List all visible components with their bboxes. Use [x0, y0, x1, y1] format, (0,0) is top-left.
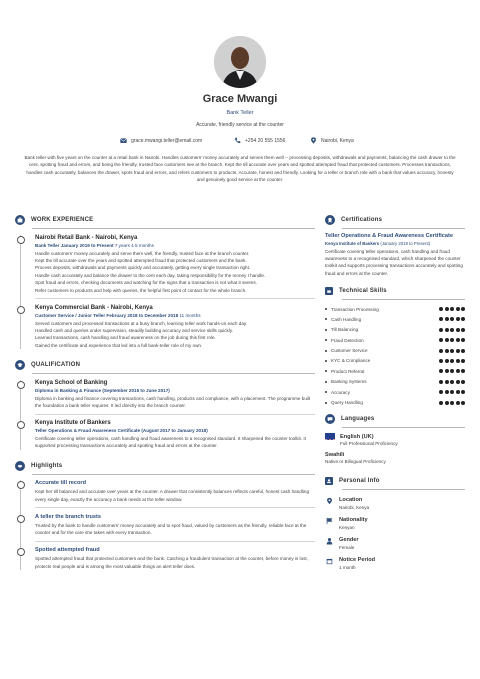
qualification-item	[35, 420, 315, 450]
institution-name: Kenya School of Banking	[35, 379, 108, 386]
qualification-description: Certificate covering teller operations, cash handling and fraud awareness to a recognised standard. It sharpened the counter toolkit. It supported processing transactions accurately and spotting fraud and errors at the counter.	[35, 436, 306, 449]
skill-name: Fraud Detection	[325, 338, 364, 343]
certification-title: Teller Operations & Fraud Awareness Certificate	[325, 232, 453, 239]
rating-dot	[439, 359, 443, 363]
duty-line: Process deposits, withdrawals and payments quickly and accurately, getting every single transaction right.	[35, 265, 251, 271]
skill-row	[325, 345, 465, 355]
section-divider	[342, 489, 465, 490]
experience-item	[35, 235, 315, 299]
skill-row	[325, 304, 465, 314]
calendar-icon	[325, 557, 333, 565]
item-divider	[35, 298, 315, 299]
rating-dot	[439, 390, 443, 394]
qualification-section-title: QUALIFICATION	[31, 362, 81, 369]
skill-row	[325, 387, 465, 397]
language-name: English (UK)	[340, 433, 374, 440]
rating-dot	[450, 307, 454, 311]
briefcase-icon	[15, 215, 25, 225]
duty-line: Refer customers to products and help with queries, the helpful first point of contact for the whole branch.	[35, 287, 247, 293]
rating-dot	[445, 328, 449, 332]
rating-dot	[439, 328, 443, 332]
section-divider	[32, 228, 315, 229]
candidate-name: Grace Mwangi	[202, 93, 278, 105]
rating-dot	[456, 359, 460, 363]
rating-dot	[439, 317, 443, 321]
personal-value: Nairobi, Kenya	[339, 504, 370, 510]
experience-timeline	[20, 235, 315, 350]
personal-value: 1 month	[339, 564, 356, 570]
personal-section-title: Personal Info	[339, 478, 380, 485]
skill-rating	[439, 369, 465, 373]
skill-row	[325, 397, 465, 407]
item-divider	[35, 414, 315, 415]
rating-dot	[456, 390, 460, 394]
person-icon	[325, 537, 333, 545]
duty-line: Handled cash and queries under supervision, steadily building accuracy and service skills quickly.	[35, 327, 234, 333]
skill-name: Query Handling	[325, 400, 363, 405]
language-level: Native or Bilingual Proficiency	[325, 459, 386, 465]
rating-dot	[445, 390, 449, 394]
skill-name: Cash Handling	[325, 317, 361, 322]
rating-dot	[439, 349, 443, 353]
skill-rating	[439, 380, 465, 384]
certification-issuer: Kenya Institute of Bankers (January 2018 to Present)	[325, 240, 431, 246]
personal-info-item	[325, 497, 465, 510]
candidate-tagline: Accurate, friendly service at the counter	[196, 122, 284, 128]
right-column	[325, 213, 465, 570]
certification-dates: (January 2018 to Present)	[380, 240, 431, 246]
rating-dot	[445, 369, 449, 373]
rating-dot	[439, 338, 443, 342]
personal-value: Female	[339, 544, 355, 550]
highlight-item	[35, 514, 315, 541]
rating-dot	[450, 390, 454, 394]
rating-dot	[461, 338, 465, 342]
phone-icon	[234, 137, 241, 144]
rating-dot	[445, 349, 449, 353]
rating-dot	[456, 380, 460, 384]
profile-summary: Bank teller with five years on the counter at a retail bank in Nairobi. Handles customers' money accurately and serves them well -- processing deposits, withdrawals and payments, balancing the cash drawer to the cent, spotting fraud and errors, and being the friendly, trusted face customers see at the branch. Kept the till accurate over years and spotted attempted fraud that protected customers. Processes transactions, handles cash accurately, balances the drawer, spots fraud and errors, and refers customers to products. Accurate, honest and friendly. Looking for a teller or branch role with a bank that values accuracy, honesty and genuinely good service at the counter.	[24, 155, 456, 183]
location-text: Nairobi, Kenya	[321, 137, 354, 144]
skill-rating	[439, 338, 465, 342]
skill-rating	[439, 390, 465, 394]
rating-dot	[445, 380, 449, 384]
qualification-detail: Diploma in Banking & Finance (September 2015 to June 2017)	[35, 387, 170, 393]
rating-dot	[456, 338, 460, 342]
rating-dot	[450, 338, 454, 342]
rating-dot	[461, 317, 465, 321]
location-pin-icon	[310, 137, 317, 144]
highlight-text: Spotted attempted fraud that protected customers and the bank. Catching a fraudulent transaction at the counter, before money is lost, protects real people and is among the most valuable things an alert teller does.	[35, 556, 308, 569]
rating-dot	[461, 390, 465, 394]
skill-name: Till Balancing	[325, 327, 358, 332]
job-role-dates: Customer Service / Junior Teller February 2018 to December 2018 11 months	[35, 312, 201, 318]
highlight-item	[35, 547, 315, 570]
skill-row	[325, 325, 465, 335]
experience-section-header	[15, 213, 315, 227]
rating-dot	[439, 401, 443, 405]
location-contact	[310, 137, 354, 144]
rating-dot	[461, 328, 465, 332]
personal-label: Gender	[339, 536, 359, 543]
skill-name: KYC & Compliance	[325, 358, 370, 363]
certifications-section-title: Certifications	[341, 217, 383, 223]
language-level: Full Professional Proficiency	[340, 441, 398, 447]
job-duties	[35, 320, 315, 350]
skill-rating	[439, 401, 465, 405]
certification-item	[325, 233, 465, 278]
email-text: grace.mwangi.teller@email.com	[131, 137, 203, 144]
rating-dot	[445, 359, 449, 363]
phone-contact[interactable]	[234, 137, 285, 144]
rating-dot	[450, 317, 454, 321]
rating-dot	[461, 369, 465, 373]
rating-dot	[450, 349, 454, 353]
rating-dot	[461, 380, 465, 384]
rating-dot	[461, 307, 465, 311]
qualification-detail: Teller Operations & Fraud Awareness Certificate (August 2017 to January 2018)	[35, 428, 208, 434]
profile-photo	[214, 36, 266, 88]
rating-dot	[456, 328, 460, 332]
rating-dot	[456, 307, 460, 311]
highlights-timeline	[20, 480, 315, 569]
personal-label: Location	[339, 496, 363, 503]
personal-info-item	[325, 517, 465, 530]
duty-line: Kept the till accurate over the years and spotted attempted fraud that protected customers and the bank.	[35, 258, 247, 263]
certifications-section-header	[325, 213, 465, 227]
personal-label: Notice Period	[339, 556, 376, 563]
skill-name: Product Referral	[325, 369, 364, 374]
qualification-description: Diploma in banking and finance covering transactions, cash handling, products and compliance, with a placement. The programme built the foundation a bank teller requires. It led directly into the branch counter.	[35, 395, 311, 409]
skills-section-header	[325, 284, 465, 298]
location-pin-icon	[325, 497, 333, 505]
personal-section-header	[325, 474, 465, 488]
job-duties	[35, 250, 315, 294]
skills-list	[325, 304, 465, 408]
employer-name: Nairobi Retail Bank - Nairobi, Kenya	[35, 234, 138, 241]
rating-dot	[445, 401, 449, 405]
section-divider	[342, 299, 465, 300]
personal-info-item	[325, 557, 465, 570]
chat-bubble-icon	[325, 414, 335, 424]
skill-name: Customer Service	[325, 348, 368, 353]
candidate-role: Bank Teller	[226, 110, 254, 116]
language-item	[325, 452, 465, 464]
rating-dot	[450, 369, 454, 373]
rating-dot	[450, 380, 454, 384]
highlight-title: Spotted attempted fraud	[35, 547, 100, 554]
duty-line: Served customers and processed transactions at a busy branch, learning teller work hands-on each day.	[35, 320, 248, 326]
highlight-text: Trusted by the bank to handle customers' money accurately and to spot fraud, valued by customers as the friendly, reliable face at the counter and for the care she takes with every transaction.	[35, 522, 307, 536]
rating-dot	[461, 349, 465, 353]
email-contact[interactable]	[120, 137, 202, 144]
highlights-section-title: Highlights	[31, 462, 63, 469]
item-divider	[35, 507, 315, 508]
contact-bar	[0, 137, 480, 147]
employer-name: Kenya Commercial Bank - Nairobi, Kenya	[35, 304, 153, 311]
section-divider	[32, 474, 315, 475]
section-divider	[342, 228, 465, 229]
highlights-section-header	[15, 459, 315, 473]
rating-dot	[461, 401, 465, 405]
skill-name: Transaction Processing	[325, 307, 379, 312]
duty-line: Gained the certificate and experience that led into a full bank-teller role of my own.	[35, 342, 203, 348]
languages-section-title: Languages	[341, 415, 375, 422]
experience-section-title: WORK EXPERIENCE	[31, 217, 94, 223]
skill-rating	[439, 359, 465, 363]
highlight-title: A teller the branch trusts	[35, 513, 101, 520]
highlight-title: Accurate till record	[35, 480, 86, 487]
flag-icon	[325, 517, 333, 525]
languages-section-header	[325, 412, 465, 426]
highlight-text: Kept her till balanced and accurate over years at the counter. A drawer that consistently balances reflects careful, honest cash handling every single day, exactly the accuracy a bank needs at the teller window.	[35, 489, 309, 502]
rating-dot	[456, 317, 460, 321]
skills-section-title: Technical Skills	[339, 288, 387, 295]
highlight-item	[35, 480, 315, 507]
rating-dot	[439, 380, 443, 384]
skill-row	[325, 335, 465, 345]
job-duration: 7 years 4.5 months	[114, 242, 154, 248]
language-item	[325, 433, 465, 446]
award-icon	[325, 215, 335, 225]
qualification-timeline	[20, 380, 315, 450]
skill-rating	[439, 328, 465, 332]
rating-dot	[450, 401, 454, 405]
skill-rating	[439, 307, 465, 311]
left-column	[15, 213, 315, 570]
skill-row	[325, 314, 465, 324]
section-divider	[32, 373, 315, 374]
rating-dot	[456, 401, 460, 405]
id-card-icon	[325, 477, 333, 485]
skill-row	[325, 366, 465, 376]
email-icon	[120, 137, 127, 144]
skill-row	[325, 356, 465, 366]
job-duration: 11 months	[179, 312, 201, 318]
skill-rating	[439, 349, 465, 353]
skill-rating	[439, 317, 465, 321]
rating-dot	[456, 369, 460, 373]
job-role-dates: Bank Teller January 2019 to Present 7 years 4.5 months	[35, 242, 154, 248]
rating-dot	[445, 307, 449, 311]
handshake-icon	[15, 461, 25, 471]
rating-dot	[439, 307, 443, 311]
personal-label: Nationality	[339, 516, 368, 523]
graduation-cap-icon	[15, 360, 25, 370]
language-name: Swahili	[325, 452, 345, 459]
qualification-section-header	[15, 358, 315, 372]
skill-name: Banking Systems	[325, 379, 367, 384]
rating-dot	[445, 317, 449, 321]
personal-info-item	[325, 537, 465, 550]
skill-row	[325, 377, 465, 387]
institution-name: Kenya Institute of Bankers	[35, 420, 111, 427]
section-divider	[342, 427, 465, 428]
rating-dot	[461, 359, 465, 363]
phone-text: +254 20 555 1556	[245, 137, 286, 144]
rating-dot	[439, 369, 443, 373]
rating-dot	[445, 338, 449, 342]
qualification-item	[35, 380, 315, 414]
toolbox-icon	[325, 287, 333, 295]
duty-line: Handle customers' money accurately and serve them well, the friendly, trusted face at the branch counter.	[35, 250, 250, 256]
item-divider	[35, 541, 315, 542]
duty-line: Learned transactions, cash handling and fraud awareness on the job during this first role.	[35, 335, 216, 341]
uk-flag-icon	[325, 433, 335, 440]
personal-value: Kenyan	[339, 524, 355, 530]
skill-name: Accuracy	[325, 390, 350, 395]
rating-dot	[450, 328, 454, 332]
certification-description: Certificate covering teller operations, cash handling and fraud awareness to a recognised standard, which sharpened the counter toolkit and supports processing transactions accurately and spotting fraud and errors at the counter.	[325, 248, 463, 276]
duty-line: Handle cash accurately and balance the drawer to the cent each day, taking responsibility for the money I handle.	[35, 272, 266, 278]
rating-dot	[450, 359, 454, 363]
duty-line: Spot fraud and errors, checking documents and watching for the signs that a transaction is not what it seems.	[35, 280, 257, 286]
experience-item	[35, 305, 315, 350]
rating-dot	[456, 349, 460, 353]
